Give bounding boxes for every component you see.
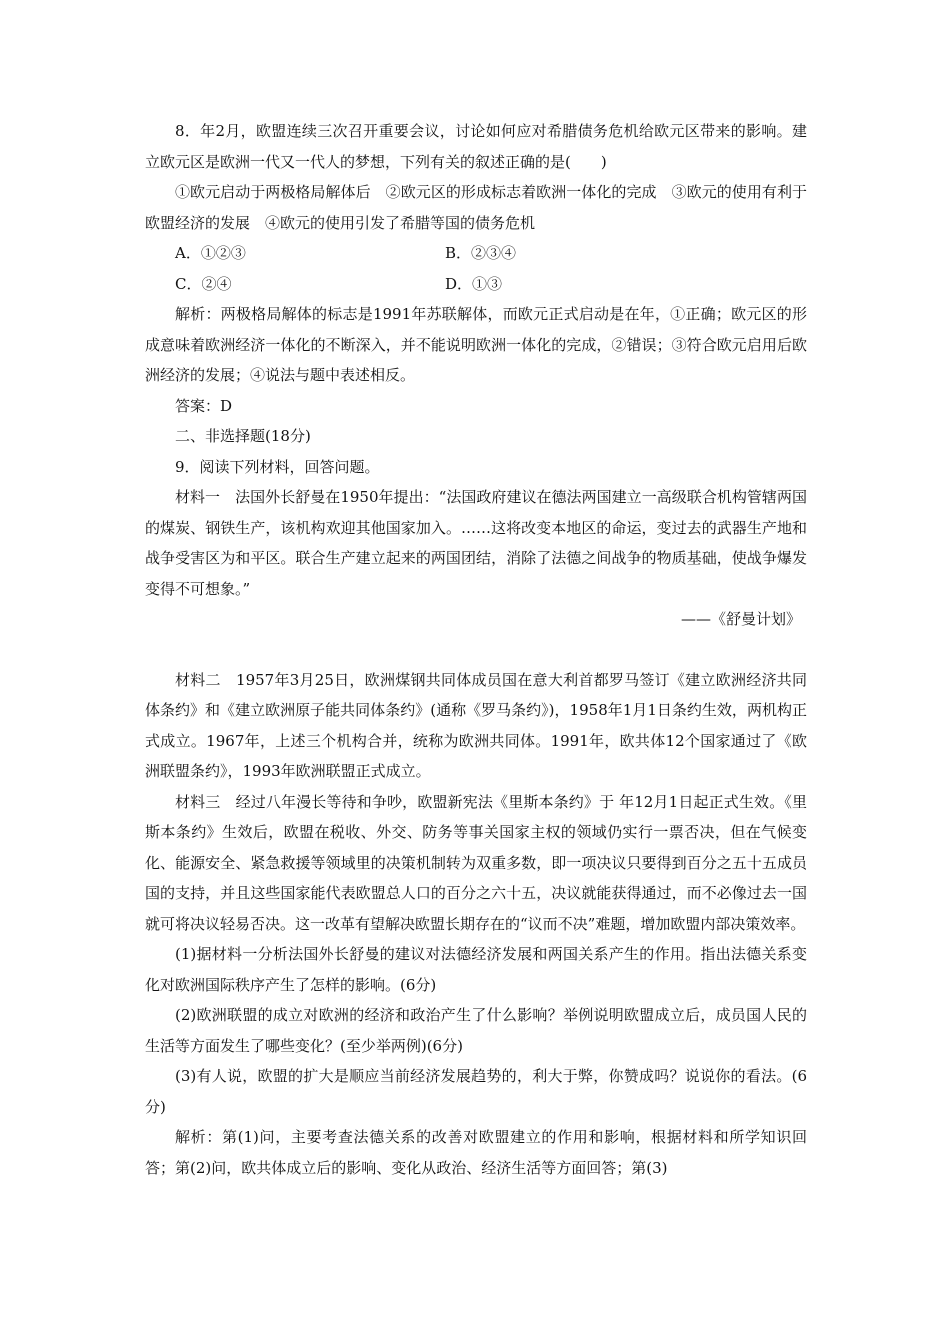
question-9-stem: 9．阅读下列材料，回答问题。 — [175, 457, 380, 476]
document-page — [145, 116, 807, 1183]
sub-question-2: (2)欧洲联盟的成立对欧洲的经济和政治产生了什么影响？举例说明欧盟成立后，成员国人民的生活等方面发生了哪些变化？(至少举两例)(6分) — [145, 1006, 807, 1055]
option-c: C．②④ — [175, 274, 232, 293]
material-1-source: ——《舒曼计划》 — [680, 610, 801, 628]
material-1: 材料一 法国外长舒曼在1950年提出：“法国政府建议在德法两国建立一高级联合机构管辖两国的煤炭、钢铁生产，该机构欢迎其他国家加入。……这将改变本地区的命运，变过去的武器生产地和战争受害区为和平区。联合生产建立起来的两国团结，消除了法德之间战争的物质基础，使战争爆发变得不可想象。” — [145, 488, 807, 598]
option-b: B．②③④ — [445, 244, 517, 262]
spacer — [145, 635, 807, 665]
question-8-stem: 8．年2月，欧盟连续三次召开重要会议，讨论如何应对希腊债务危机给欧元区带来的影响。建立欧元区是欧洲一代又一代人的梦想，下列有关的叙述正确的是( ) — [145, 122, 807, 171]
option-d: D．①③ — [445, 274, 503, 293]
options-row-1 — [145, 238, 807, 269]
options-row-2 — [145, 269, 807, 300]
section-2-heading: 二、非选择题(18分) — [175, 427, 311, 445]
option-a: A．①②③ — [175, 244, 246, 262]
question-8-analysis: 解析：两极格局解体的标志是1991年苏联解体，而欧元正式启动是在年，①正确；欧元区的形成意味着欧洲经济一体化的不断深入，并不能说明欧洲一体化的完成，②错误；③符合欧元启用后欧洲经济的发展；④说法与题中表述相反。 — [145, 305, 807, 384]
question-8-statements: ①欧元启动于两极格局解体后 ②欧元区的形成标志着欧洲一体化的完成 ③欧元的使用有利于欧盟经济的发展 ④欧元的使用引发了希腊等国的债务危机 — [145, 183, 807, 232]
material-3: 材料三 经过八年漫长等待和争吵，欧盟新宪法《里斯本条约》于 年12月1日起正式生效。《里斯本条约》生效后，欧盟在税收、外交、防务等事关国家主权的领域仍实行一票否决，但在气候变化、能源安全、紧急救援等领域里的决策机制转为双重多数，即一项决议只要得到百分之五十五成员国的支持，并且这些国家能代表欧盟总人口的百分之六十五，决议就能获得通过，而不必像过去一国就可将决议轻易否决。这一改革有望解决欧盟长期存在的“议而不决”难题，增加欧盟内部决策效率。 — [145, 792, 807, 933]
question-8-answer: 答案：D — [175, 396, 233, 415]
sub-question-3: (3)有人说，欧盟的扩大是顺应当前经济发展趋势的，利大于弊，你赞成吗？说说你的看法。(6分) — [145, 1067, 807, 1116]
material-2: 材料二 1957年3月25日，欧洲煤钢共同体成员国在意大利首都罗马签订《建立欧洲经济共同体条约》和《建立欧洲原子能共同体条约》(通称《罗马条约》)，1958年1月1日条约生效，两机构正式成立。1967年，上述三个机构合并，统称为欧洲共同体。1991年，欧共体12个国家通过了《欧洲联盟条约》，1993年欧洲联盟正式成立。 — [145, 670, 807, 780]
question-9-analysis: 解析：第(1)问，主要考查法德关系的改善对欧盟建立的作用和影响，根据材料和所学知识回答；第(2)问，欧共体成立后的影响、变化从政治、经济生活等方面回答；第(3) — [145, 1128, 807, 1177]
sub-question-1: (1)据材料一分析法国外长舒曼的建议对法德经济发展和两国关系产生的作用。指出法德关系变化对欧洲国际秩序产生了怎样的影响。(6分) — [145, 945, 807, 994]
